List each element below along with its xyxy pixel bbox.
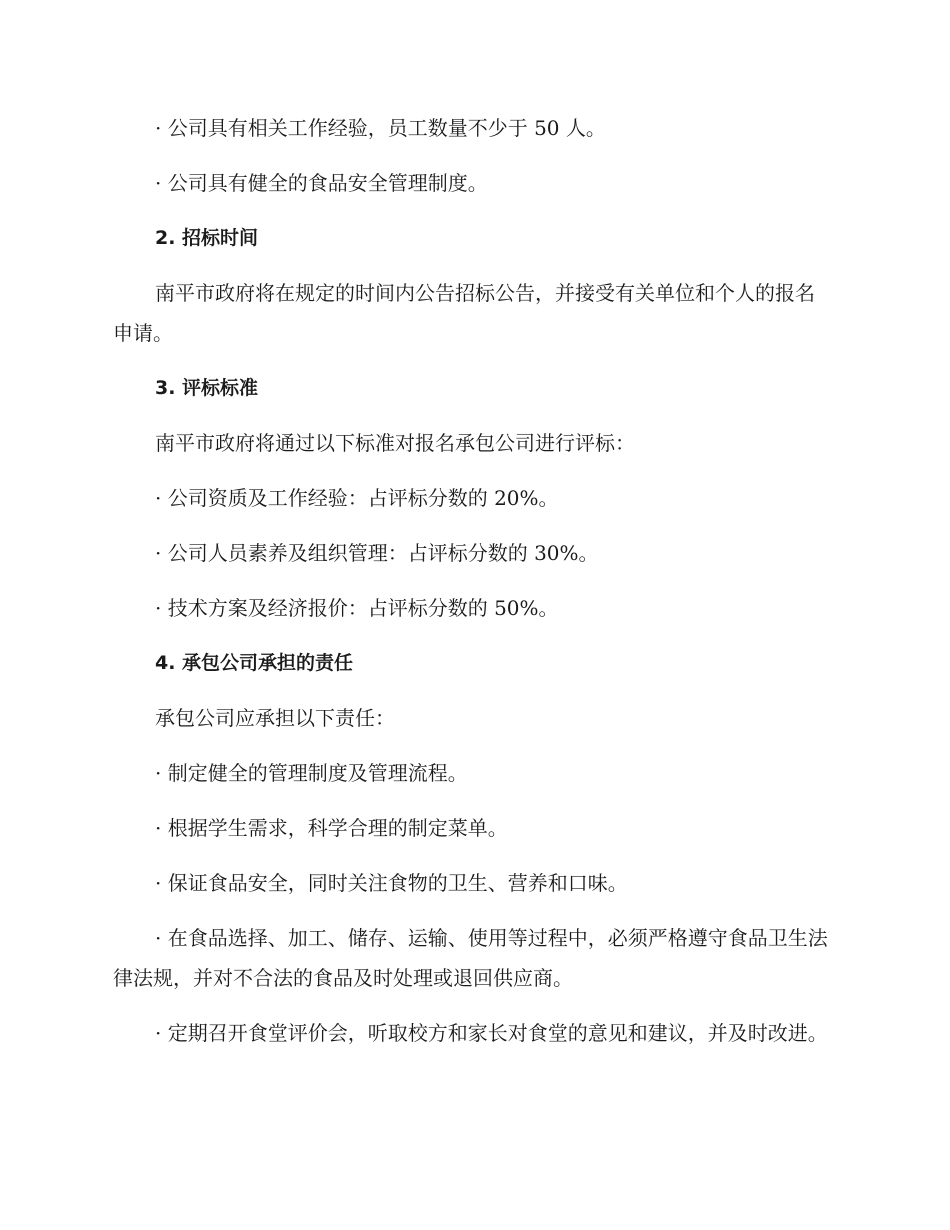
bullet-food-safety-system: · 公司具有健全的食品安全管理制度。 bbox=[155, 171, 488, 195]
paragraph-tender-time: 南平市政府将在规定的时间内公告招标公告，并接受有关单位和个人的报名申请。 bbox=[113, 281, 815, 345]
bullet-food-safety: · 保证食品安全，同时关注食物的卫生、营养和口味。 bbox=[155, 871, 628, 895]
bullet-personnel-score: · 公司人员素养及组织管理：占评标分数的 30%。 bbox=[155, 541, 599, 565]
section-heading-evaluation-criteria: 3. 评标标准 bbox=[155, 377, 259, 399]
paragraph-evaluation-intro: 南平市政府将通过以下标准对报名承包公司进行评标： bbox=[155, 431, 635, 455]
section-heading-responsibilities: 4. 承包公司承担的责任 bbox=[155, 652, 354, 674]
bullet-food-handling-regulations: · 在食品选择、加工、储存、运输、使用等过程中，必须严格遵守食品卫生法律法规，并对不合法的食品及时处理或退回供应商。 bbox=[113, 926, 828, 990]
bullet-company-experience: · 公司具有相关工作经验，员工数量不少于 50 人。 bbox=[155, 116, 606, 140]
bullet-qualification-score: · 公司资质及工作经验：占评标分数的 20%。 bbox=[155, 486, 559, 510]
bullet-technical-score: · 技术方案及经济报价：占评标分数的 50%。 bbox=[155, 596, 559, 620]
paragraph-responsibilities-intro: 承包公司应承担以下责任： bbox=[155, 706, 395, 730]
bullet-menu-planning: · 根据学生需求，科学合理的制定菜单。 bbox=[155, 816, 508, 840]
section-heading-tender-time: 2. 招标时间 bbox=[155, 227, 259, 249]
bullet-management-system: · 制定健全的管理制度及管理流程。 bbox=[155, 761, 468, 785]
bullet-evaluation-meeting: · 定期召开食堂评价会，听取校方和家长对食堂的意见和建议，并及时改进。 bbox=[155, 1021, 828, 1045]
